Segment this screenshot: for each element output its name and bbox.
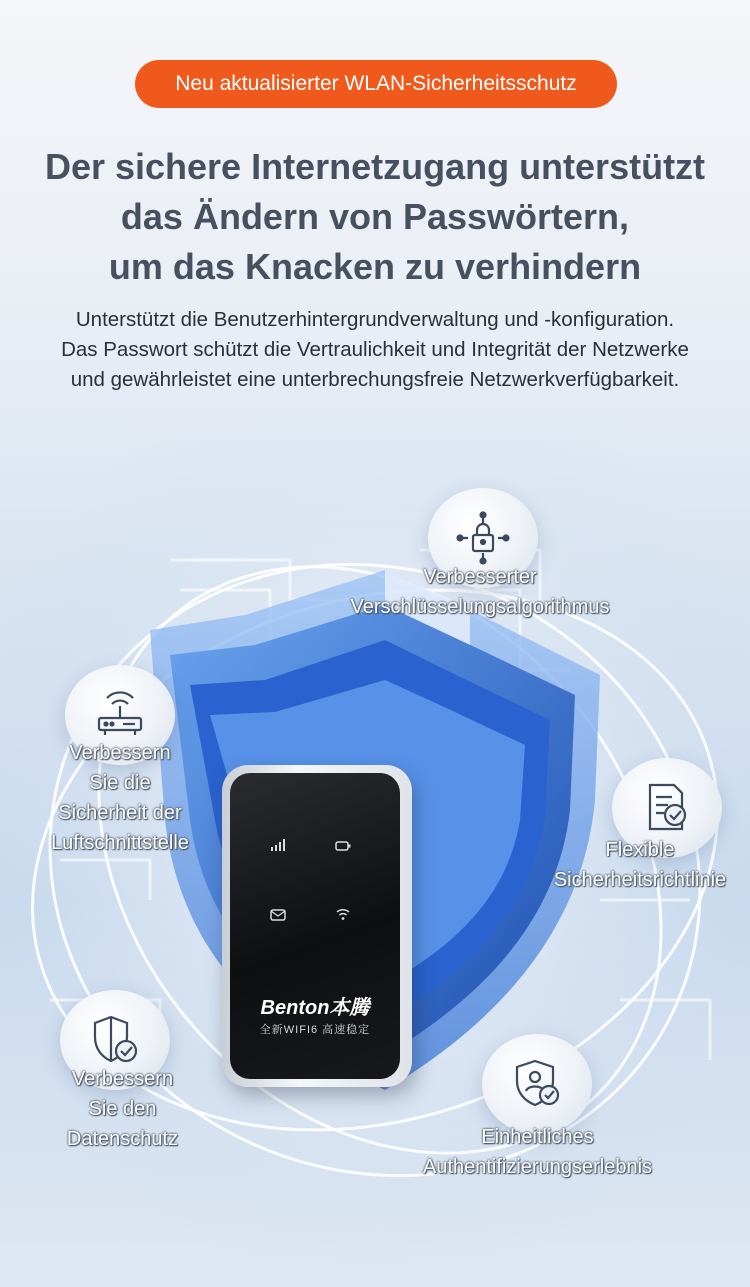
feature-air-interface-line-2: Sie die [89, 772, 151, 794]
feature-policy [530, 835, 750, 895]
feature-encryption [320, 562, 640, 622]
device-screen [230, 773, 400, 1079]
feature-policy-line-1: Flexible [605, 839, 675, 861]
feature-privacy-line-2: Sie den [88, 1098, 157, 1120]
lock-network-icon [456, 511, 510, 565]
auth-bubble [482, 1034, 592, 1134]
shield-check-icon [89, 1013, 141, 1067]
feature-encryption-line-1: Verbesserter [423, 566, 537, 588]
message-icon [270, 909, 286, 921]
device-tagline: 全新WIFI6 高速稳定 [259, 1024, 371, 1036]
feature-air-interface-line-3: Sicherheit der [58, 802, 182, 824]
feature-privacy [25, 1064, 220, 1154]
battery-icon [335, 841, 351, 851]
title-line-2: das Ändern von Passwörtern, [120, 196, 630, 237]
wifi-device [222, 765, 412, 1087]
feature-auth-line-1: Einheitliches [481, 1126, 594, 1148]
feature-privacy-line-1: Verbessern [71, 1068, 174, 1090]
document-check-icon [642, 781, 692, 835]
feature-air-interface [20, 738, 220, 858]
feature-air-interface-line-1: Verbessern [69, 742, 171, 764]
description-line-2: Das Passwort schützt die Vertraulichkeit und Integrität der Netzwerke [61, 338, 689, 361]
description-line-3: und gewährleistet eine unterbrechungsfreie Netzwerkverfügbarkeit. [70, 368, 680, 391]
description [0, 305, 750, 395]
title-line-1: Der sichere Internetzugang unterstützt [44, 146, 706, 187]
feature-auth [390, 1122, 685, 1182]
wifi-icon [335, 907, 351, 921]
feature-policy-line-2: Sicherheitsrichtlinie [553, 869, 727, 891]
feature-auth-line-2: Authentifizierungserlebnis [422, 1156, 653, 1178]
user-shield-icon [511, 1057, 563, 1111]
signal-icon [270, 839, 286, 851]
page-title [0, 142, 750, 292]
feature-privacy-line-3: Datenschutz [66, 1128, 179, 1150]
update-badge: Neu aktualisierter WLAN-Sicherheitsschutz [135, 60, 617, 108]
device-brand: Benton本腾 [260, 997, 370, 1019]
router-icon [93, 690, 147, 740]
feature-air-interface-line-4: Luftschnittstelle [51, 832, 189, 854]
title-line-3: um das Knacken zu verhindern [108, 246, 642, 287]
feature-encryption-line-2: Verschlüsselungsalgorithmus [350, 596, 610, 618]
description-line-1: Unterstützt die Benutzerhintergrundverwaltung und -konfiguration. [75, 308, 675, 331]
